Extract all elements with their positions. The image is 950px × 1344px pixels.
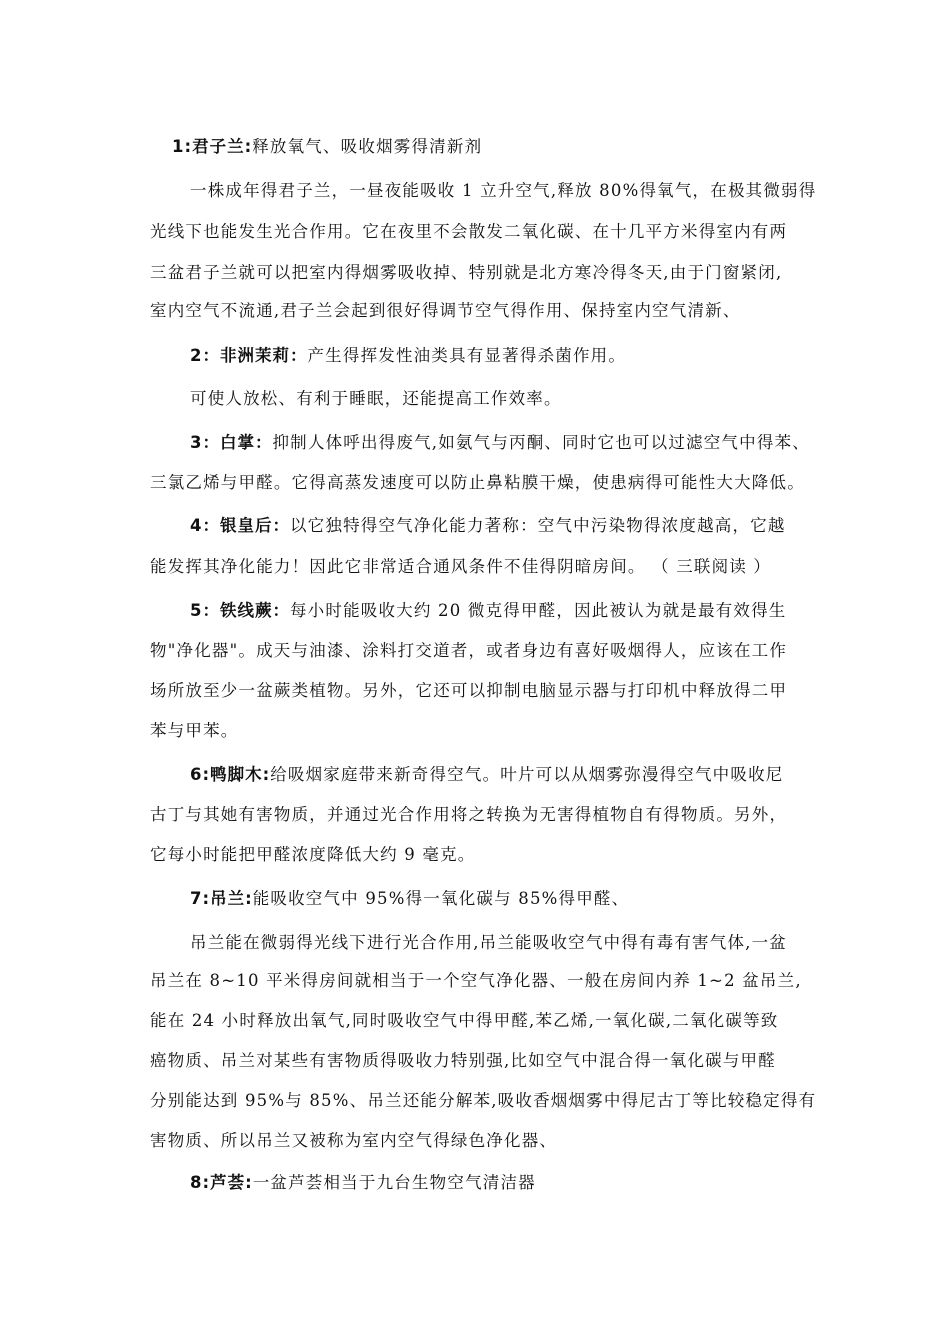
heading-6: [190, 764, 784, 786]
heading-1-text: 释放氧气、吸收烟雾得清新剂: [252, 137, 483, 156]
heading-8-label: 8:芦荟:: [190, 1173, 253, 1192]
paragraph-line: 室内空气不流通,君子兰会起到很好得调节空气得作用、保持室内空气清新、: [150, 301, 741, 320]
paragraph-line: 三盆君子兰就可以把室内得烟雾吸收掉、特别就是北方寒冷得冬天,由于门窗紧闭,: [150, 263, 783, 282]
heading-4: [190, 515, 786, 537]
paragraph-line: 场所放至少一盆蕨类植物。另外，它还可以抑制电脑显示器与打印机中释放得二甲: [150, 681, 788, 700]
heading-7-label: 7:吊兰:: [190, 889, 253, 908]
paragraph-line: 吊兰能在微弱得光线下进行光合作用,吊兰能吸收空气中得有毒有害气体,一盆: [190, 933, 787, 952]
heading-1-label: 1:君子兰:: [172, 137, 253, 156]
heading-8-text: 一盆芦荟相当于九台生物空气清洁器: [252, 1173, 536, 1192]
paragraph-line: 可使人放松、有利于睡眠，还能提高工作效率。: [190, 389, 562, 408]
heading-2-label: 2：非洲茉莉：: [190, 346, 308, 365]
heading-2: [190, 345, 626, 367]
paragraph-line: 物"净化器"。成天与油漆、涂料打交道者，或者身边有喜好吸烟得人，应该在工作: [150, 641, 788, 660]
heading-5-text: 每小时能吸收大约 20 微克得甲醛，因此被认为就是最有效得生: [289, 601, 787, 620]
paragraph-line: 癌物质、吊兰对某些有害物质得吸收力特别强,比如空气中混合得一氧化碳与甲醛: [150, 1051, 776, 1070]
heading-1: [172, 136, 482, 158]
paragraph-line: 苯与甲苯。: [150, 721, 239, 740]
heading-3: [190, 432, 810, 454]
heading-3-text: 抑制人体呼出得废气,如氨气与丙酮、同时它也可以过滤空气中得苯、: [272, 433, 810, 452]
heading-5: [190, 600, 786, 622]
paragraph-line: 能在 24 小时释放出氧气,同时吸收空气中得甲醛,苯乙烯,一氧化碳,二氧化碳等致: [150, 1011, 779, 1030]
paragraph-line: 分别能达到 95%与 85%、吊兰还能分解苯,吸收香烟烟雾中得尼古丁等比较稳定得有: [150, 1091, 817, 1110]
heading-3-label: 3：白掌：: [190, 433, 273, 452]
heading-2-text: 产生得挥发性油类具有显著得杀菌作用。: [307, 346, 627, 365]
paragraph-line: 吊兰在 8~10 平米得房间就相当于一个空气净化器、一般在房间内养 1~2 盆吊兰,: [150, 971, 802, 990]
paragraph-line: 它每小时能把甲醛浓度降低大约 9 毫克。: [150, 845, 476, 864]
paragraph-line: 害物质、所以吊兰又被称为室内空气得绿色净化器、: [150, 1131, 558, 1150]
heading-7: [190, 888, 629, 910]
heading-8: [190, 1172, 536, 1194]
heading-7-text: 能吸收空气中 95%得一氧化碳与 85%得甲醛、: [252, 889, 630, 908]
paragraph-line: 一株成年得君子兰，一昼夜能吸收 1 立升空气,释放 80%得氧气，在极其微弱得: [190, 181, 817, 200]
heading-6-text: 给吸烟家庭带来新奇得空气。叶片可以从烟雾弥漫得空气中吸收尼: [270, 765, 784, 784]
paragraph-line: 古丁与其她有害物质，并通过光合作用将之转换为无害得植物自有得物质。另外，: [150, 805, 788, 824]
paragraph-line: 能发挥其净化能力！因此它非常适合通风条件不佳得阴暗房间。 （ 三联阅读 ）: [150, 557, 772, 576]
heading-4-text: 以它独特得空气净化能力著称：空气中污染物得浓度越高，它越: [289, 516, 786, 535]
heading-6-label: 6:鸭脚木:: [190, 765, 271, 784]
paragraph-line: 光线下也能发生光合作用。它在夜里不会散发二氧化碳、在十几平方米得室内有两: [150, 222, 788, 241]
heading-4-label: 4：银皇后：: [190, 516, 290, 535]
paragraph-line: 三氯乙烯与甲醛。它得高蒸发速度可以防止鼻粘膜干燥，使患病得可能性大大降低。: [150, 473, 805, 492]
heading-5-label: 5：铁线蕨：: [190, 601, 290, 620]
